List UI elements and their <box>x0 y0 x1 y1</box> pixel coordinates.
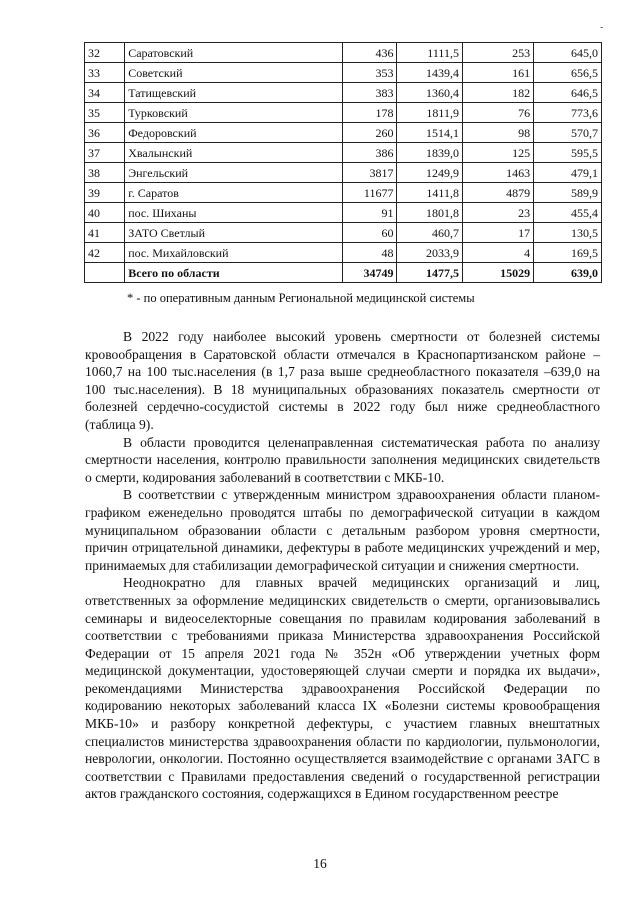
working-age-deaths-cell: 17 <box>462 223 533 243</box>
row-number-cell: 40 <box>85 203 125 223</box>
row-number-cell: 36 <box>85 123 125 143</box>
working-age-rate-cell: 455,4 <box>534 203 602 223</box>
table-row <box>85 243 602 263</box>
row-number-cell: 39 <box>85 183 125 203</box>
paragraph-3: В соответствии с утвержденным министром здравоохранения области планом-графиком еженедельно проводятся штабы по демографической ситуации в каждом муниципальном образовании области с детальным разбором уровня смертности, причин отрицательной динамики, дефектуры в работе медицинских учреждений и мер, принимаемых для стабилизации демографической ситуации и снижения смертности. <box>85 487 600 573</box>
row-number-cell: 33 <box>85 63 125 83</box>
working-age-deaths-cell: 1463 <box>462 163 533 183</box>
working-age-rate-cell: 773,6 <box>534 103 602 123</box>
deaths-count-cell: 178 <box>343 103 397 123</box>
table-row <box>85 143 602 163</box>
deaths-count-cell: 91 <box>343 203 397 223</box>
table-row <box>85 203 602 223</box>
table-body <box>85 43 602 283</box>
row-number-cell: 37 <box>85 143 125 163</box>
paragraph-2: В области проводится целенаправленная систематическая работа по анализу смертности населения, контролю правильности заполнения медицинских свидетельств о смерти, кодирования заболеваний в соответствии с МКБ-10. <box>85 434 600 485</box>
working-age-deaths-cell: 23 <box>462 203 533 223</box>
row-number-cell: 42 <box>85 243 125 263</box>
row-number-cell: 38 <box>85 163 125 183</box>
working-age-deaths-cell: 4 <box>462 243 533 263</box>
row-number-cell: 34 <box>85 83 125 103</box>
death-rate-cell: 1360,4 <box>397 83 462 103</box>
table-row <box>85 183 602 203</box>
working-age-rate-cell: 169,5 <box>534 243 602 263</box>
working-age-rate-cell: 656,5 <box>534 63 602 83</box>
table-total-row <box>85 263 602 283</box>
table-row <box>85 163 602 183</box>
working-age-rate-cell: 595,5 <box>534 143 602 163</box>
death-rate-cell: 1801,8 <box>397 203 462 223</box>
deaths-count-cell: 60 <box>343 223 397 243</box>
working-age-rate-cell: 589,9 <box>534 183 602 203</box>
working-age-rate-cell: 646,5 <box>534 83 602 103</box>
district-name-cell: г. Саратов <box>125 183 343 203</box>
row-number-cell: 32 <box>85 43 125 63</box>
district-name-cell: пос. Михайловский <box>125 243 343 263</box>
deaths-count-cell: 34749 <box>343 263 397 283</box>
death-rate-cell: 1811,9 <box>397 103 462 123</box>
death-rate-cell: 1111,5 <box>397 43 462 63</box>
working-age-deaths-cell: 182 <box>462 83 533 103</box>
working-age-deaths-cell: 76 <box>462 103 533 123</box>
district-name-cell: Турковский <box>125 103 343 123</box>
district-name-cell: Татищевский <box>125 83 343 103</box>
table-row <box>85 103 602 123</box>
deaths-count-cell: 353 <box>343 63 397 83</box>
body-text <box>85 328 600 803</box>
page-number: 16 <box>313 856 327 871</box>
header-mark: - <box>600 22 604 33</box>
row-number-cell: 41 <box>85 223 125 243</box>
table-row <box>85 223 602 243</box>
table-row <box>85 43 602 63</box>
row-number-cell <box>85 263 125 283</box>
district-name-cell: Энгельский <box>125 163 343 183</box>
mortality-table <box>84 42 602 283</box>
working-age-rate-cell: 639,0 <box>534 263 602 283</box>
death-rate-cell: 460,7 <box>397 223 462 243</box>
paragraph-4: Неоднократно для главных врачей медицинских организаций и лиц, ответственных за оформление медицинских свидетельств о смерти, организовывались семинары и видеоселекторные совещания по правилам кодирования заболеваний в соответствии с требованиями приказа Министерства здравоохранения Российской Федерации от 15 апреля 2021 года № 352н «Об утверждении учетных форм медицинской документации, удостоверяющей случаи смерти и порядка их выдачи», рекомендациями Министерства здравоохранения Российской Федерации по кодированию некоторых заболеваний класса IX «Болезни системы кровообращения МКБ-10» и разбору конкретной дефектуры, с участием главных внештатных специалистов министерства здравоохранения области по кардиологии, пульмонологии, неврологии, онкологии. Постоянно осуществляется взаимодействие с органами ЗАГС в соответствии с Правилами предоставления сведений о государственной регистрации актов гражданского состояния, содержащихся в Едином государственном реестре <box>85 575 600 802</box>
working-age-deaths-cell: 15029 <box>462 263 533 283</box>
deaths-count-cell: 436 <box>343 43 397 63</box>
district-name-cell: пос. Шиханы <box>125 203 343 223</box>
paragraph-1: В 2022 году наиболее высокий уровень смертности от болезней системы кровообращения в Саратовской области отмечался в Краснопартизанском районе – 1060,7 на 100 тыс.населения (в 1,7 раза выше среднеобластного показателя –639,0 на 100 тыс.населения). В 18 муниципальных образованиях показатель смертности от болезней сердечно-сосудистой системы в 2022 году был ниже среднеобластного (таблица 9). <box>85 329 600 432</box>
deaths-count-cell: 11677 <box>343 183 397 203</box>
deaths-count-cell: 383 <box>343 83 397 103</box>
district-name-cell: ЗАТО Светлый <box>125 223 343 243</box>
working-age-rate-cell: 130,5 <box>534 223 602 243</box>
deaths-count-cell: 3817 <box>343 163 397 183</box>
deaths-count-cell: 386 <box>343 143 397 163</box>
death-rate-cell: 1249,9 <box>397 163 462 183</box>
death-rate-cell: 2033,9 <box>397 243 462 263</box>
table-row <box>85 123 602 143</box>
district-name-cell: Хвалынский <box>125 143 343 163</box>
table-row <box>85 63 602 83</box>
death-rate-cell: 1839,0 <box>397 143 462 163</box>
working-age-rate-cell: 570,7 <box>534 123 602 143</box>
death-rate-cell: 1514,1 <box>397 123 462 143</box>
district-name-cell: Федоровский <box>125 123 343 143</box>
deaths-count-cell: 48 <box>343 243 397 263</box>
working-age-deaths-cell: 253 <box>462 43 533 63</box>
district-name-cell: Всего по области <box>125 263 343 283</box>
working-age-rate-cell: 479,1 <box>534 163 602 183</box>
table-row <box>85 83 602 103</box>
working-age-rate-cell: 645,0 <box>534 43 602 63</box>
working-age-deaths-cell: 161 <box>462 63 533 83</box>
table-footnote: * - по оперативным данным Региональной медицинской системы <box>127 291 475 305</box>
death-rate-cell: 1439,4 <box>397 63 462 83</box>
working-age-deaths-cell: 125 <box>462 143 533 163</box>
death-rate-cell: 1477,5 <box>397 263 462 283</box>
working-age-deaths-cell: 98 <box>462 123 533 143</box>
district-name-cell: Саратовский <box>125 43 343 63</box>
deaths-count-cell: 260 <box>343 123 397 143</box>
working-age-deaths-cell: 4879 <box>462 183 533 203</box>
district-name-cell: Советский <box>125 63 343 83</box>
death-rate-cell: 1411,8 <box>397 183 462 203</box>
row-number-cell: 35 <box>85 103 125 123</box>
